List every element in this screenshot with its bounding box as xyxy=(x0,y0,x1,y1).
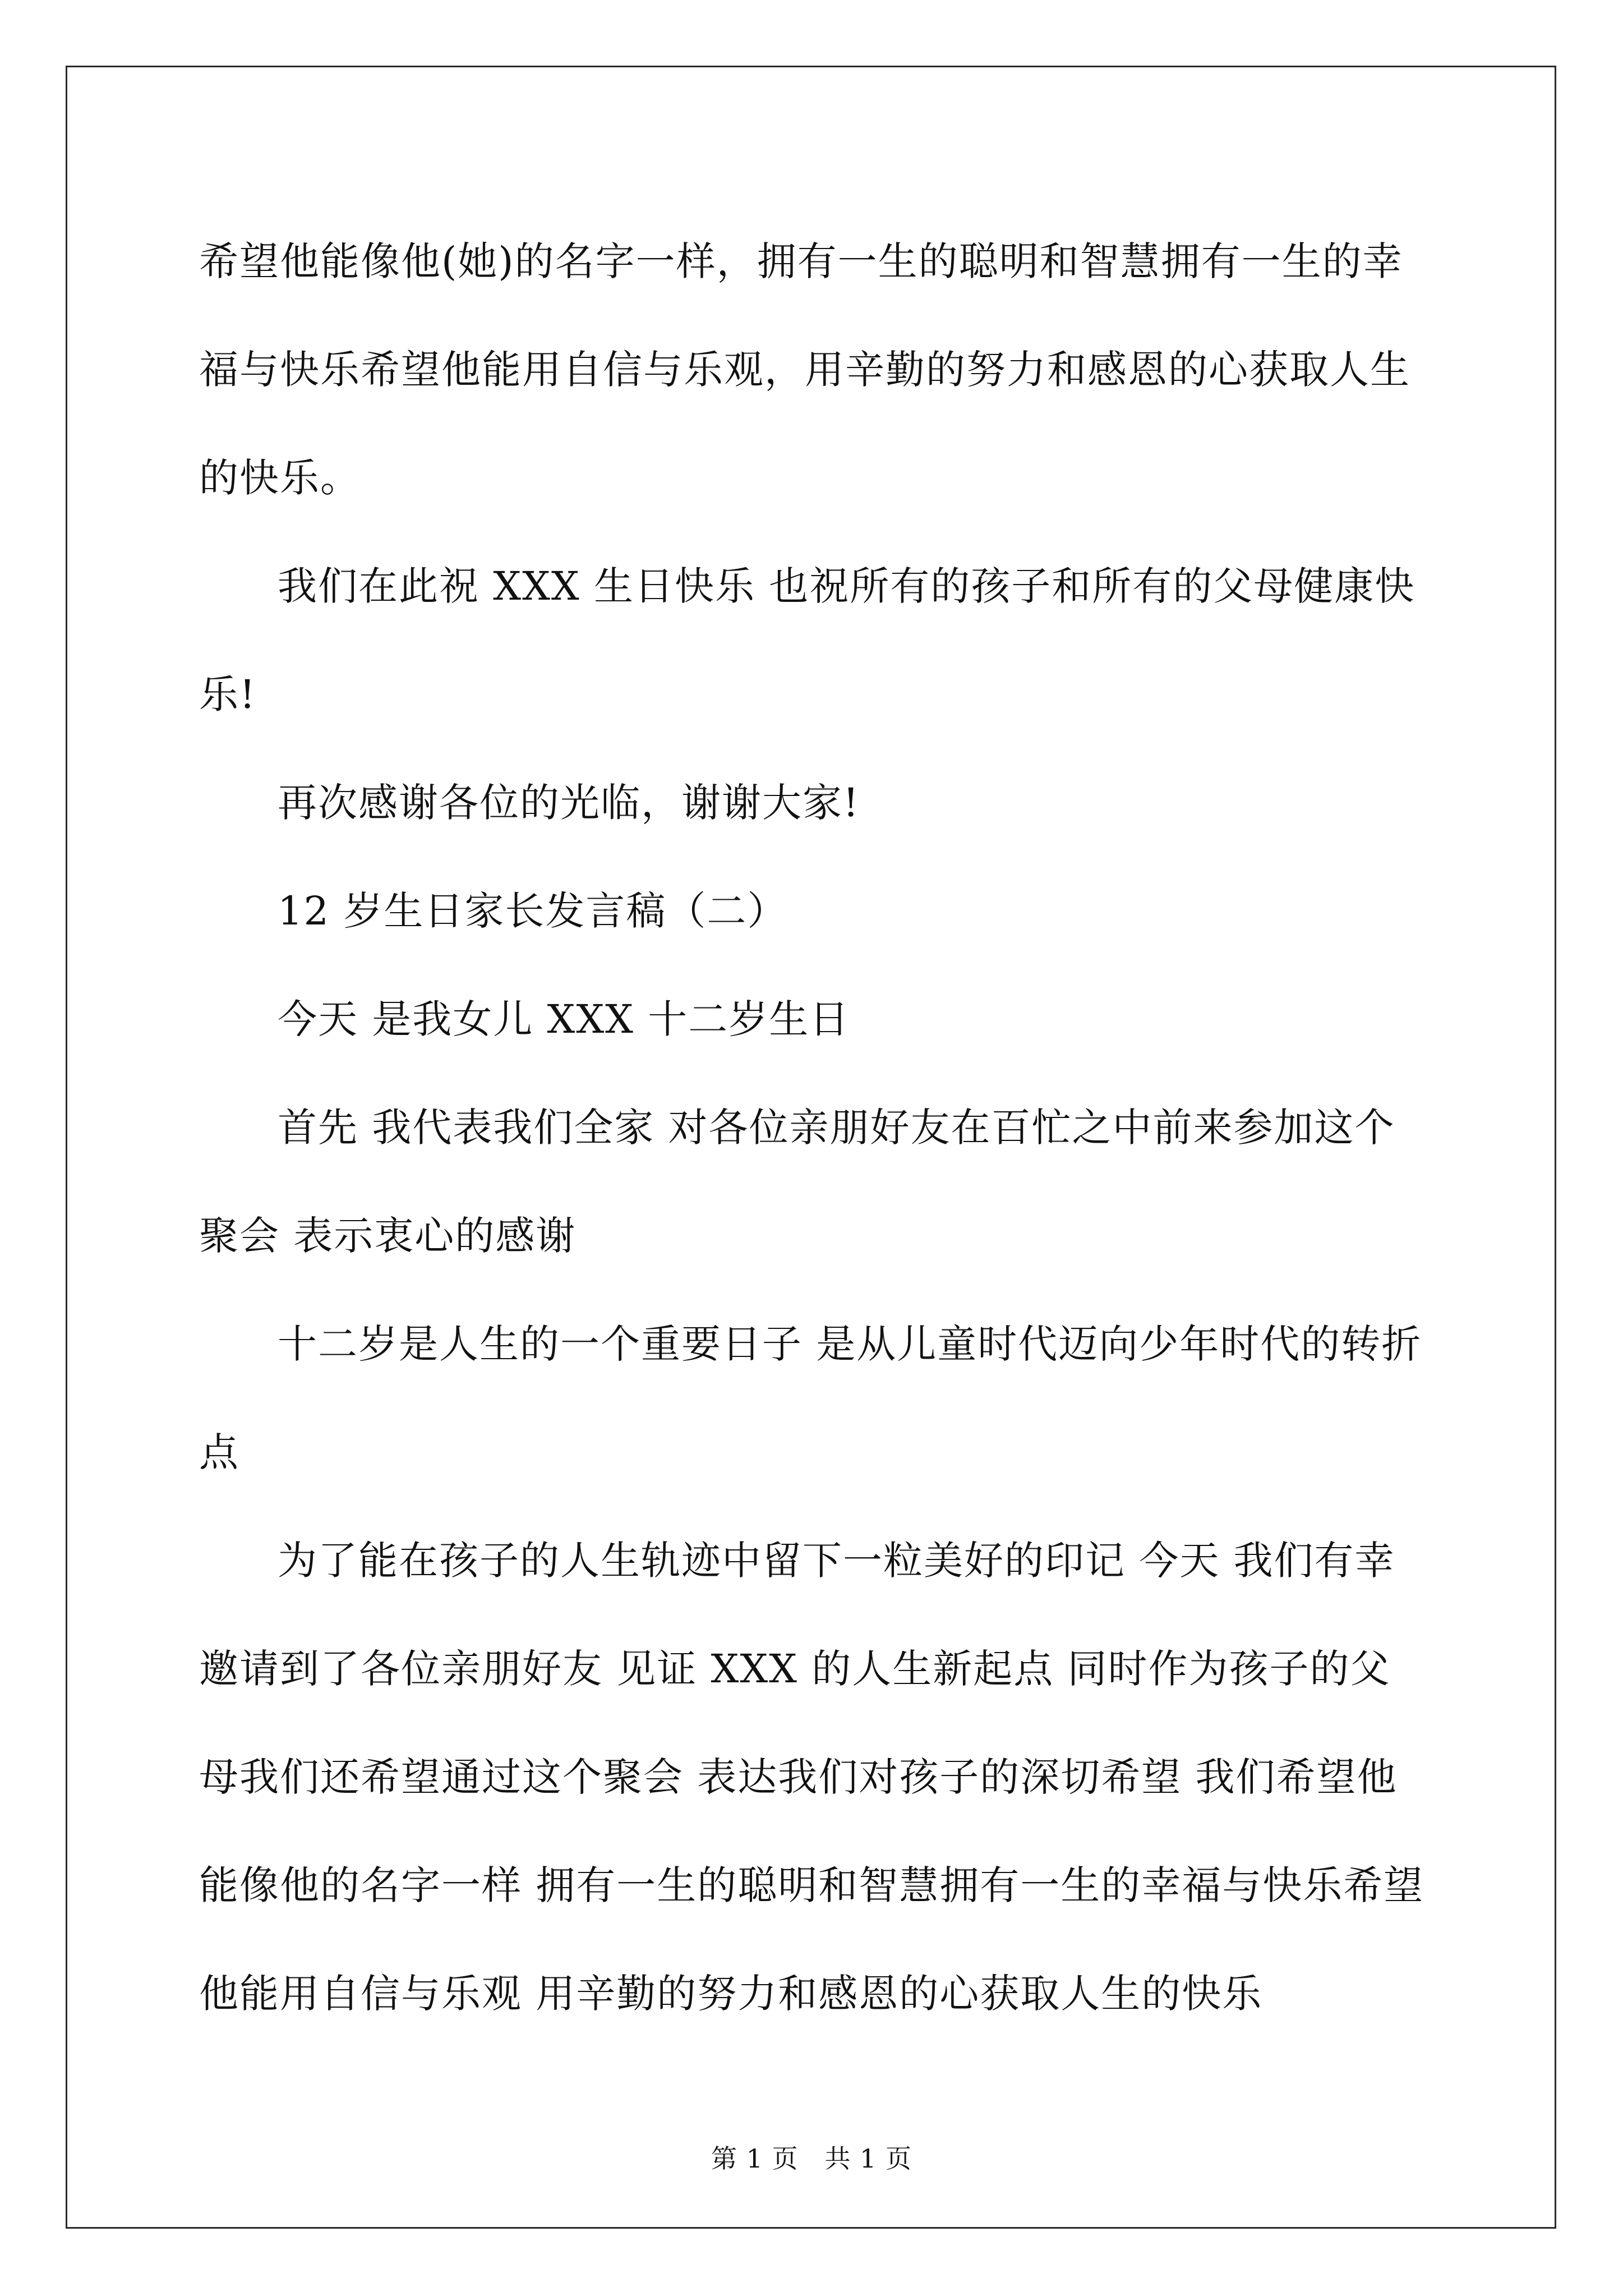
paragraph-twelve: 十二岁是人生的一个重要日子 是从儿童时代迈向少年时代的转折点 xyxy=(199,1321,1422,1475)
section-title: 12 岁生日家长发言稿（二） xyxy=(278,888,788,934)
paragraph-continuation: 希望他能像他(她)的名字一样，拥有一生的聪明和智慧拥有一生的幸福与快乐希望他能用自信与乐观，用辛勤的努力和感恩的心获取人生的快乐。 xyxy=(199,238,1410,501)
document-body xyxy=(199,208,1427,2048)
paragraph-today: 今天 是我女儿 XXX 十二岁生日 xyxy=(278,996,850,1042)
page-footer xyxy=(0,2138,1623,2175)
paragraph-thanks: 再次感谢各位的光临，谢谢大家! xyxy=(278,780,860,826)
paragraph-first: 首先 我代表我们全家 对各位亲朋好友在百忙之中前来参加这个聚会 表示衷心的感谢 xyxy=(199,1105,1395,1259)
paragraph-hope: 为了能在孩子的人生轨迹中留下一粒美好的印记 今天 我们有幸邀请到了各位亲朋好友 见证 XXX 的人生新起点 同时作为孩子的父母我们还希望通过这个聚会 表达我们对孩子的深切希望 我们希望他能像他的名字一样 拥有一生的聪明和智慧拥有一生的幸福与快乐希望他能用自信与乐观 用辛勤的努力和感恩的心获取人生的快乐 xyxy=(199,1538,1424,2017)
page-total: 共 1 页 xyxy=(824,2143,912,2174)
paragraph-birthday-wish: 我们在此祝 XXX 生日快乐 也祝所有的孩子和所有的父母健康快乐! xyxy=(199,563,1415,717)
page-number: 第 1 页 xyxy=(711,2143,799,2174)
